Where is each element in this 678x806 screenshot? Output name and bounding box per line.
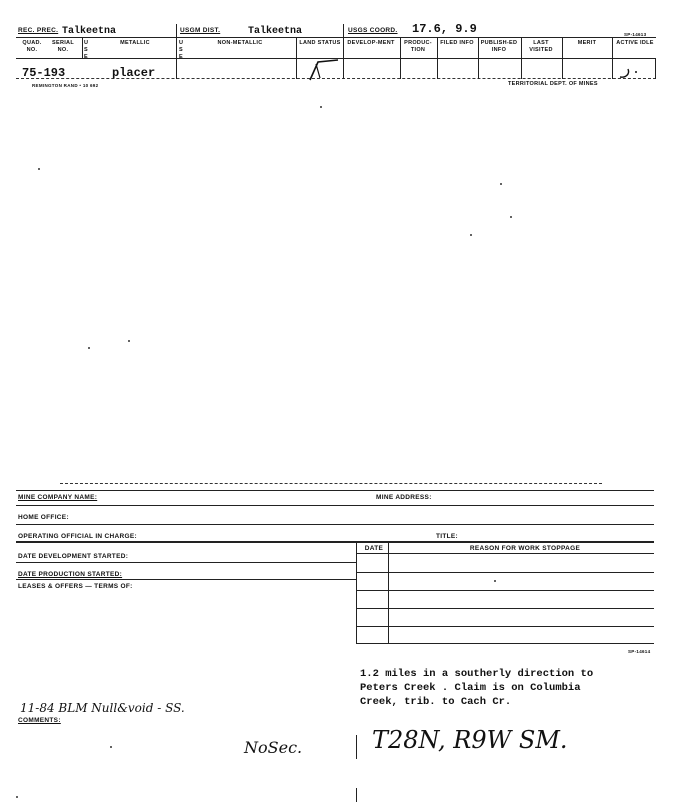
- land-status-checkmark: [300, 56, 344, 82]
- form-number-top: SP-14613: [624, 32, 647, 37]
- scan-speck: [128, 340, 130, 342]
- bottom-vertical-tick-2: [356, 788, 357, 802]
- col-active-idle: ACTIVE IDLE: [616, 40, 654, 46]
- scan-speck: [320, 106, 322, 108]
- reason-column-header: REASON FOR WORK STOPPAGE: [469, 545, 581, 552]
- scan-speck: [470, 234, 472, 236]
- mine-address-label: MINE ADDRESS:: [376, 494, 432, 501]
- quad-serial-value: 75-193: [22, 66, 66, 80]
- operating-official-label: OPERATING OFFICIAL IN CHARGE:: [18, 533, 137, 540]
- col-use-right: USE: [179, 40, 184, 60]
- stoppage-row-1: [356, 572, 654, 573]
- col-divider-prod: [400, 37, 401, 79]
- col-divider-last: [521, 37, 522, 79]
- form-number-bottom: SP-14614: [628, 649, 651, 654]
- scan-speck: [38, 168, 40, 170]
- usgs-coord-value: 17.6, 9.9: [412, 22, 477, 36]
- col-divider-pub: [478, 37, 479, 79]
- territorial-dept: TERRITORIAL DEPT. OF MINES: [508, 81, 598, 87]
- location-note-line-3: Creek, trib. to Cach Cr.: [360, 696, 512, 708]
- date-prod-started-label: DATE PRODUCTION STARTED:: [18, 571, 123, 578]
- location-note-line-2: Peters Creek . Claim is on Columbia: [360, 682, 581, 694]
- leases-label: LEASES & OFFERS — TERMS OF:: [18, 583, 133, 590]
- stoppage-row-3: [356, 608, 654, 609]
- header-divider-1: [176, 24, 177, 38]
- comments-label: COMMENTS:: [18, 717, 61, 724]
- rule-after-official: [16, 541, 654, 543]
- rule-after-home-office: [16, 524, 654, 525]
- col-divider-right: [655, 58, 656, 79]
- col-merit: MERIT: [577, 40, 597, 46]
- col-quad-no: QUAD. NO.: [22, 40, 42, 53]
- col-serial-no: SERIAL NO.: [52, 40, 74, 53]
- col-land-status: LAND STATUS: [299, 40, 341, 46]
- stoppage-left-edge: [356, 541, 357, 643]
- metallic-value: placer: [112, 66, 156, 80]
- location-note-line-1: 1.2 miles in a southerly direction to: [360, 668, 594, 680]
- mine-company-name-label: MINE COMPANY NAME:: [18, 494, 98, 501]
- stoppage-row-4: [356, 626, 654, 627]
- home-office-label: HOME OFFICE:: [18, 514, 69, 521]
- bottom-vertical-tick-1: [356, 735, 357, 759]
- header-top-rule: [16, 37, 656, 38]
- title-label: TITLE:: [436, 533, 459, 540]
- lower-top-dash: [60, 483, 602, 484]
- col-production: PRODUC-TION: [404, 40, 432, 53]
- active-idle-mark: [616, 64, 646, 80]
- date-dev-started-label: DATE DEVELOPMENT STARTED:: [18, 553, 129, 560]
- col-metallic: METALLIC: [120, 40, 150, 46]
- col-use-left: USE: [84, 40, 89, 60]
- rule-after-prod: [16, 579, 356, 580]
- rule-after-company: [16, 505, 654, 506]
- rec-prec-value: Talkeetna: [62, 26, 117, 37]
- handwritten-no-sec: NoSec.: [244, 738, 303, 757]
- col-divider-use: [82, 37, 83, 58]
- scan-speck: [494, 580, 496, 582]
- rule-after-dev: [16, 562, 356, 563]
- usgs-coord-label: USGS COORD.: [348, 27, 398, 34]
- date-column-header: DATE: [364, 545, 384, 552]
- stoppage-row-5: [356, 643, 654, 644]
- usgm-dist-value: Talkeetna: [248, 26, 303, 37]
- col-divider-filed: [437, 37, 438, 79]
- scan-speck: [88, 347, 90, 349]
- scan-speck: [16, 796, 18, 798]
- col-divider-active: [612, 37, 613, 79]
- stoppage-row-2: [356, 590, 654, 591]
- printer-mark: REMINGTON RAND • 10 692: [32, 83, 99, 88]
- usgm-dist-label: USGM DIST.: [180, 27, 221, 34]
- scan-speck: [110, 746, 112, 748]
- col-divider-nonmet: [176, 37, 177, 79]
- col-development: DEVELOP-MENT: [347, 40, 395, 46]
- scan-speck: [510, 216, 512, 218]
- rec-prec-label: REC. PREC.: [18, 27, 59, 34]
- col-divider-merit: [562, 37, 563, 79]
- col-filed-info: FILED INFO: [440, 40, 474, 46]
- col-divider-land: [296, 37, 297, 79]
- col-last-visited: LAST VISITED: [529, 40, 553, 53]
- lower-top-rule: [16, 490, 654, 491]
- handwritten-blm-note: 11-84 BLM Null&void - SS.: [20, 701, 185, 715]
- header-divider-2: [343, 24, 344, 38]
- date-col-divider: [388, 541, 389, 643]
- col-non-metallic: NON-METALLIC: [217, 40, 263, 46]
- scan-speck: [500, 183, 502, 185]
- stoppage-header-rule: [356, 553, 654, 554]
- handwritten-township: T28N, R9W SM.: [372, 726, 568, 754]
- col-published-info: PUBLISH-ED INFO: [480, 40, 518, 53]
